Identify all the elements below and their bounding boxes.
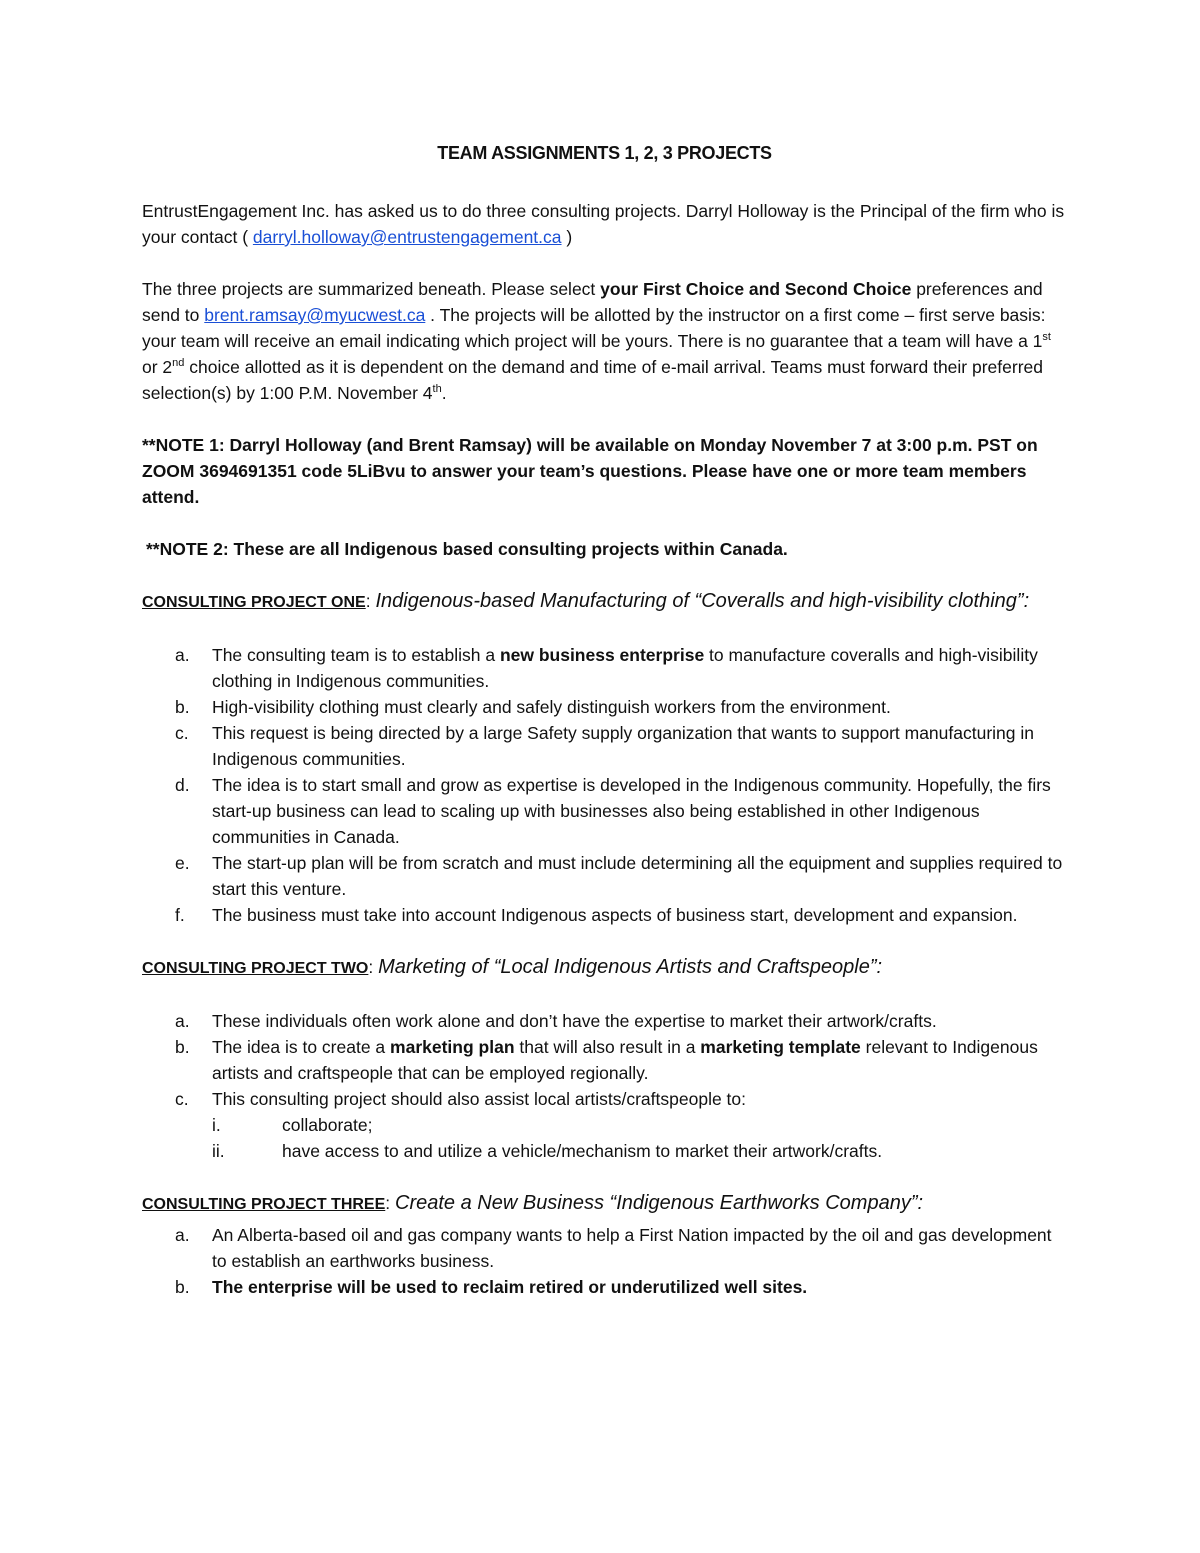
project-two-sublist: [212, 1112, 1067, 1164]
project-three-colon: :: [385, 1193, 396, 1213]
project-one-title: Indigenous-based Manufacturing of “Coveralls and high-visibility clothing”:: [375, 590, 1030, 612]
list-marker: f.: [175, 905, 185, 925]
list-item-bold: The enterprise will be used to reclaim retired or underutilized well sites.: [212, 1277, 808, 1297]
list-item: [142, 1008, 1067, 1034]
sub-list-item-text: collaborate;: [282, 1115, 373, 1135]
list-item-bold-2: marketing template: [700, 1037, 861, 1057]
list-item-text: This consulting project should also assist local artists/craftspeople to:: [212, 1089, 747, 1109]
list-item: [142, 1034, 1067, 1086]
list-marker: b.: [175, 697, 190, 717]
project-one-list: [142, 642, 1067, 928]
ordinal-sup-3: th: [432, 383, 442, 396]
project-two-list: [142, 1008, 1067, 1164]
list-item-text-mid: that will also result in a: [514, 1037, 701, 1057]
list-item-text: The business must take into account Indigenous aspects of business start, development and expansion.: [212, 905, 1018, 925]
brent-email-link[interactable]: brent.ramsay@myucwest.ca: [204, 305, 426, 325]
document-page: [142, 140, 1067, 1326]
list-marker: d.: [175, 775, 190, 795]
list-marker: a.: [175, 645, 190, 665]
project-one-heading: [142, 588, 1067, 616]
intro-text-end: ): [561, 227, 573, 247]
note-1: **NOTE 1: Darryl Holloway (and Brent Ramsay) will be available on Monday November 7 at 3:00 p.m. PST on ZOOM 3694691351 code 5LiBvu to answer your team’s questions. Please have one or more team members attend.: [142, 435, 1038, 507]
list-marker: c.: [175, 723, 189, 743]
list-item: [142, 772, 1067, 850]
project-one-colon: :: [365, 591, 376, 611]
sub-list-item: [212, 1112, 1067, 1138]
selection-bold-text: your First Choice and Second Choice: [600, 279, 912, 299]
selection-paragraph: [142, 276, 1067, 406]
sub-list-item-text: have access to and utilize a vehicle/mechanism to market their artwork/crafts.: [282, 1141, 883, 1161]
intro-paragraph: [142, 198, 1067, 250]
document-title: TEAM ASSIGNMENTS 1, 2, 3 PROJECTS: [437, 143, 772, 163]
sub-list-marker: i.: [212, 1115, 221, 1135]
list-item-text-end: relevant to Indigenous artists and craftspeople that can be employed regionally.: [212, 1037, 1038, 1083]
list-marker: b.: [175, 1277, 190, 1297]
list-marker: b.: [175, 1037, 190, 1057]
sub-list-marker: ii.: [212, 1141, 225, 1161]
list-item-text: The idea is to start small and grow as expertise is developed in the Indigenous community. Hopefully, the firs start-up business can lead to scaling up with businesses also being established in other Indigenous communities in Canada.: [212, 775, 1051, 847]
project-one-label: CONSULTING PROJECT ONE: [142, 594, 366, 611]
project-three-list: [142, 1222, 1067, 1300]
project-two-title: Marketing of “Local Indigenous Artists and Craftspeople”:: [378, 956, 883, 978]
list-item: [142, 1274, 1067, 1300]
list-item-bold: new business enterprise: [499, 645, 705, 665]
list-marker: a.: [175, 1011, 190, 1031]
sub-list-item: [212, 1138, 1067, 1164]
list-item-text: These individuals often work alone and don’t have the expertise to market their artwork/crafts.: [212, 1011, 937, 1031]
list-item: [142, 642, 1067, 694]
list-item-text: High-visibility clothing must clearly and safely distinguish workers from the environment.: [212, 697, 891, 717]
list-item: [142, 720, 1067, 772]
selection-text-6: .: [441, 383, 447, 403]
list-marker: c.: [175, 1089, 189, 1109]
note-2: **NOTE 2: These are all Indigenous based consulting projects within Canada.: [146, 539, 788, 559]
selection-text-2: preferences and send to: [142, 279, 1043, 325]
project-three-heading: [142, 1190, 1067, 1218]
intro-text: EntrustEngagement Inc. has asked us to do three consulting projects. Darryl Holloway is the Principal of the firm who is your contact (: [142, 201, 1065, 247]
list-item-text: An Alberta-based oil and gas company wants to help a First Nation impacted by the oil and gas development to establish an earthworks business.: [212, 1225, 1052, 1271]
list-marker: e.: [175, 853, 190, 873]
list-item: [142, 1086, 1067, 1164]
project-three-label: CONSULTING PROJECT THREE: [142, 1196, 386, 1213]
project-two-colon: :: [368, 957, 379, 977]
ordinal-sup-1: st: [1042, 331, 1051, 344]
list-item-text: The idea is to create a: [212, 1037, 391, 1057]
project-two-label: CONSULTING PROJECT TWO: [142, 960, 369, 977]
ordinal-sup-2: nd: [172, 357, 185, 370]
list-item-text-end: to manufacture coveralls and high-visibility clothing in Indigenous communities.: [212, 645, 1038, 691]
list-item-text: This request is being directed by a large Safety supply organization that wants to support manufacturing in Indigenous communities.: [212, 723, 1034, 769]
list-marker: a.: [175, 1225, 190, 1245]
selection-text-3: . The projects will be allotted by the instructor on a first come – first serve basis: your team will receive an email indicating which project will be yours. There is no guarantee that a team will have a 1: [142, 305, 1046, 351]
project-two-heading: [142, 954, 1067, 982]
list-item-bold: marketing plan: [390, 1037, 515, 1057]
darryl-email-link[interactable]: darryl.holloway@entrustengagement.ca: [252, 227, 562, 247]
selection-text-4: or 2: [142, 357, 173, 377]
list-item: [142, 694, 1067, 720]
list-item-text: The start-up plan will be from scratch and must include determining all the equipment and supplies required to start this venture.: [212, 853, 1063, 899]
selection-text-5: choice allotted as it is dependent on the demand and time of e-mail arrival. Teams must forward their preferred selection(s) by 1:00 P.M. November 4: [142, 357, 1043, 403]
selection-text-1: The three projects are summarized beneath. Please select: [142, 279, 601, 299]
list-item: [142, 902, 1067, 928]
list-item: [142, 1222, 1067, 1274]
list-item: [142, 850, 1067, 902]
list-item-text: The consulting team is to establish a: [212, 645, 500, 665]
project-three-title: Create a New Business “Indigenous Earthworks Company”:: [395, 1192, 924, 1214]
